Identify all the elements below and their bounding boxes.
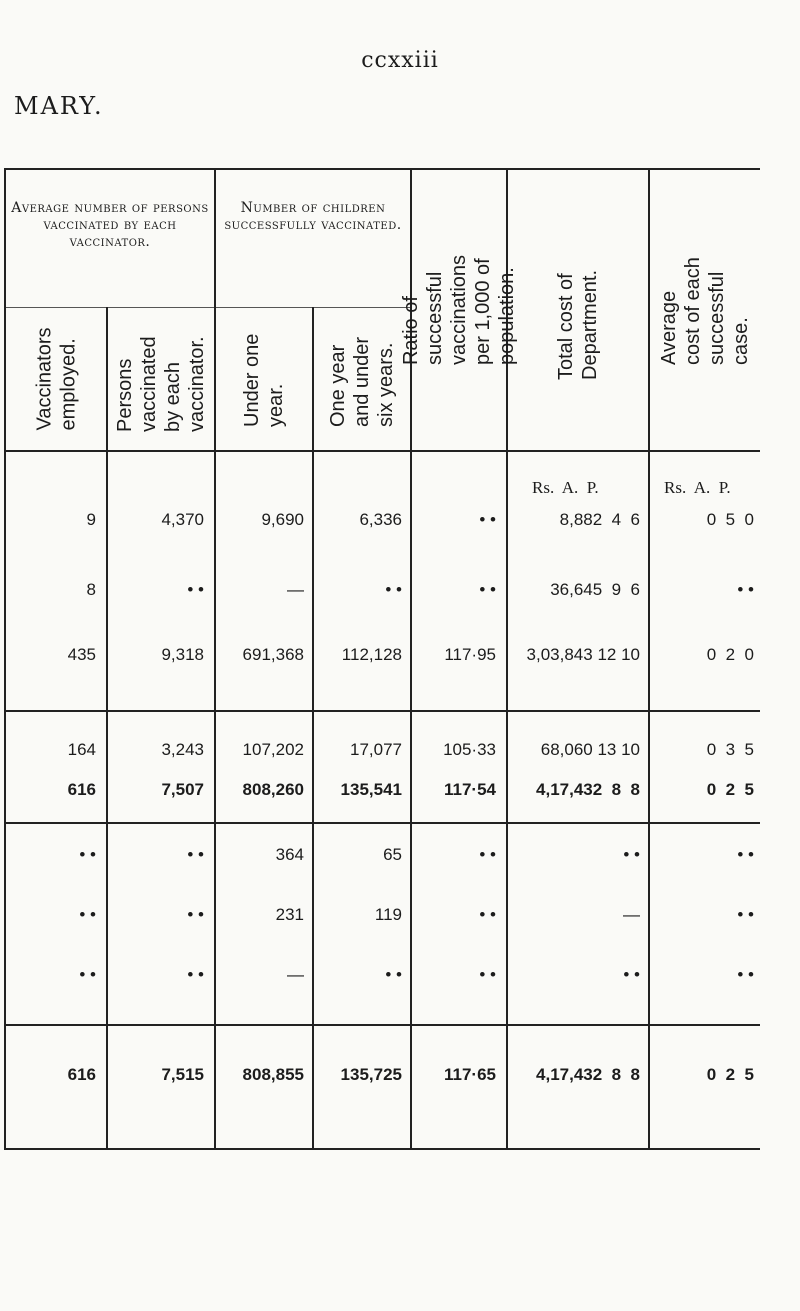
col-header-under-one: Under one year. [241,333,287,427]
rule-total-top [4,1024,760,1026]
table-cell: • • [385,580,402,599]
table-cell: 17,077 [350,740,402,759]
table-cell: 117·95 [444,645,496,664]
table-cell: • • [479,965,496,984]
table-cell: • • [79,905,96,924]
total-cell: 4,17,432 8 8 [536,1065,640,1084]
rule-subtotal-top [4,710,760,712]
table-cell: 6,336 [359,510,402,529]
table-cell: 65 [383,845,402,864]
table-cell: • • [737,965,754,984]
table-cell: • • [385,965,402,984]
subtotal-cell: 135,541 [340,780,402,799]
table-cell: 119 [374,905,402,924]
table-cell: • • [737,905,754,924]
table-cell: 9,318 [161,645,204,664]
col-header-vaccinators: Vaccinators employed. [33,327,80,431]
table-cell: 9,690 [261,510,304,529]
group-header-children: Number of children successfully vaccinated. [224,200,402,233]
table-cell: • • [187,845,204,864]
rule-top [4,168,760,170]
total-cell: 7,515 [161,1065,204,1084]
table-cell: 3,03,843 12 10 [526,645,640,664]
table-cell: — [287,580,304,599]
table-cell: 0 2 0 [706,645,754,664]
rule-subtotal-bottom [4,822,760,824]
subtotal-cell: 4,17,432 8 8 [536,780,640,799]
table-cell: • • [479,905,496,924]
table-cell: 364 [275,845,304,864]
table-cell: 0 5 0 [706,510,754,529]
table-cell: • • [187,905,204,924]
table-cell: 8,882 4 6 [559,510,640,529]
col-header-persons-per-vaccinator: Persons vaccinated by each vaccinator. [114,336,208,432]
table-cell: • • [623,965,640,984]
rule-header-bottom [4,450,760,452]
table-cell: • • [187,965,204,984]
total-cell: 616 [67,1065,96,1084]
total-cell: 0 2 5 [706,1065,754,1084]
table-cell: 231 [275,905,304,924]
table-cell: 112,128 [341,645,402,664]
rule-bottom [4,1148,760,1150]
table-cell: 36,645 9 6 [550,580,640,599]
table-cell: 3,243 [161,740,204,759]
total-cell: 117·65 [444,1065,496,1084]
table-cell: 105·33 [443,740,496,759]
table-cell: • • [737,845,754,864]
subtotal-cell: 7,507 [161,780,204,799]
total-cell: 135,725 [340,1065,402,1084]
table-cell: 0 3 5 [706,740,754,759]
table-cell: 8 [86,580,96,599]
table-cell: • • [623,845,640,864]
total-cell: 808,855 [242,1065,304,1084]
table-cell: — [287,965,304,984]
subtotal-cell: 117·54 [444,780,496,799]
col-header-total-cost: Total cost of Department. [555,269,601,380]
table-cell: 68,060 13 10 [540,740,640,759]
table-cell: • • [737,580,754,599]
subtotal-cell: 808,260 [242,780,304,799]
table-cell: • • [79,845,96,864]
page-number: ccxxiii [361,48,439,73]
page-heading: MARY. [14,92,104,120]
table-cell: 9 [86,510,96,529]
table-cell: 435 [67,645,96,664]
subtotal-cell: 616 [67,780,96,799]
table-cell: — [623,905,640,924]
col-header-avg-cost: Average cost of each successful case. [658,257,752,365]
units-total-cost: Rs. A. P. [532,478,599,497]
table-cell: • • [479,510,496,529]
table-cell: • • [479,845,496,864]
col-header-one-to-six: One year and under six years. [327,336,397,427]
table-cell: 107,202 [242,740,304,759]
rule-group-header [4,307,410,308]
table-cell: • • [479,580,496,599]
table-cell: 4,370 [161,510,204,529]
table-cell: 691,368 [242,645,304,664]
table-cell: 164 [67,740,96,759]
group-header-vaccinators: Average number of persons vaccinated by each vaccinator. [11,200,209,250]
units-avg-cost: Rs. A. P. [664,478,731,497]
col-header-ratio: Ratio of successful vaccinations per 1,000 of population. [400,254,519,366]
subtotal-cell: 0 2 5 [706,780,754,799]
table-cell: • • [79,965,96,984]
table-cell: • • [187,580,204,599]
